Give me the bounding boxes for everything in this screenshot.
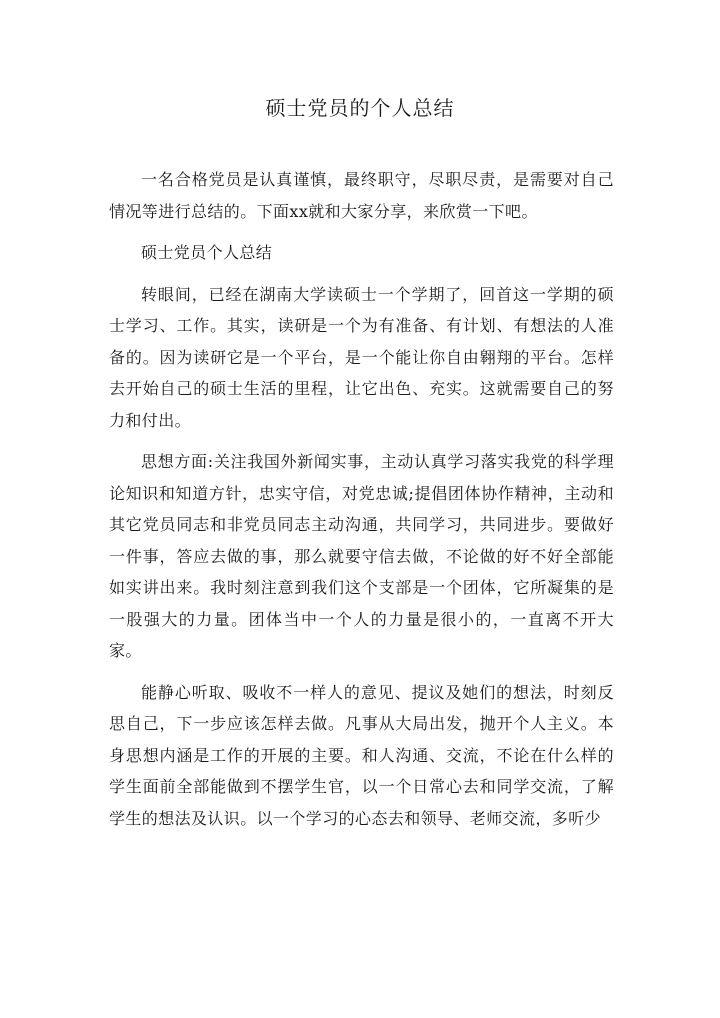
- document-body: [109, 164, 614, 844]
- body-paragraph: 思想方面:关注我国外新闻实事，主动认真学习落实我党的科学理论知识和知道方针，忠实守信，对党忠诚;提倡团体协作精神，主动和其它党员同志和非党员同志主动沟通，共同学习，共同进步。要做好一件事，答应去做的事，那么就要守信去做，不论做的好不好全部能如实讲出来。我时刻注意到我们这个支部是一个团体，它所凝集的是一股强大的力量。团体当中一个人的力量是很小的，一直离不开大家。: [109, 452, 614, 660]
- section-heading: 硕士党员个人总结: [141, 243, 273, 262]
- body-paragraph: 能静心听取、吸收不一样人的意见、提议及她们的想法，时刻反思自己，下一步应该怎样去做。凡事从大局出发，抛开个人主义。本身思想内涵是工作的开展的主要。和人沟通、交流，不论在什么样的学生面前全部能做到不摆学生官，以一个日常心去和同学交流，了解学生的想法及认识。以一个学习的心态去和领导、老师交流，多听少: [109, 682, 614, 828]
- body-paragraph: 转眼间，已经在湖南大学读硕士一个学期了，回首这一学期的硕士学习、工作。其实，读研是一个为有准备、有计划、有想法的人准备的。因为读研它是一个平台，是一个能让你自由翱翔的平台。怎样去开始自己的硕士生活的里程，让它出色、充实。这就需要自己的努力和付出。: [109, 284, 614, 430]
- intro-paragraph: 一名合格党员是认真谨慎，最终职守，尽职尽责，是需要对自己情况等进行总结的。下面xx就和大家分享，来欣赏一下吧。: [109, 170, 614, 221]
- document-title: 硕士党员的个人总结: [265, 96, 455, 120]
